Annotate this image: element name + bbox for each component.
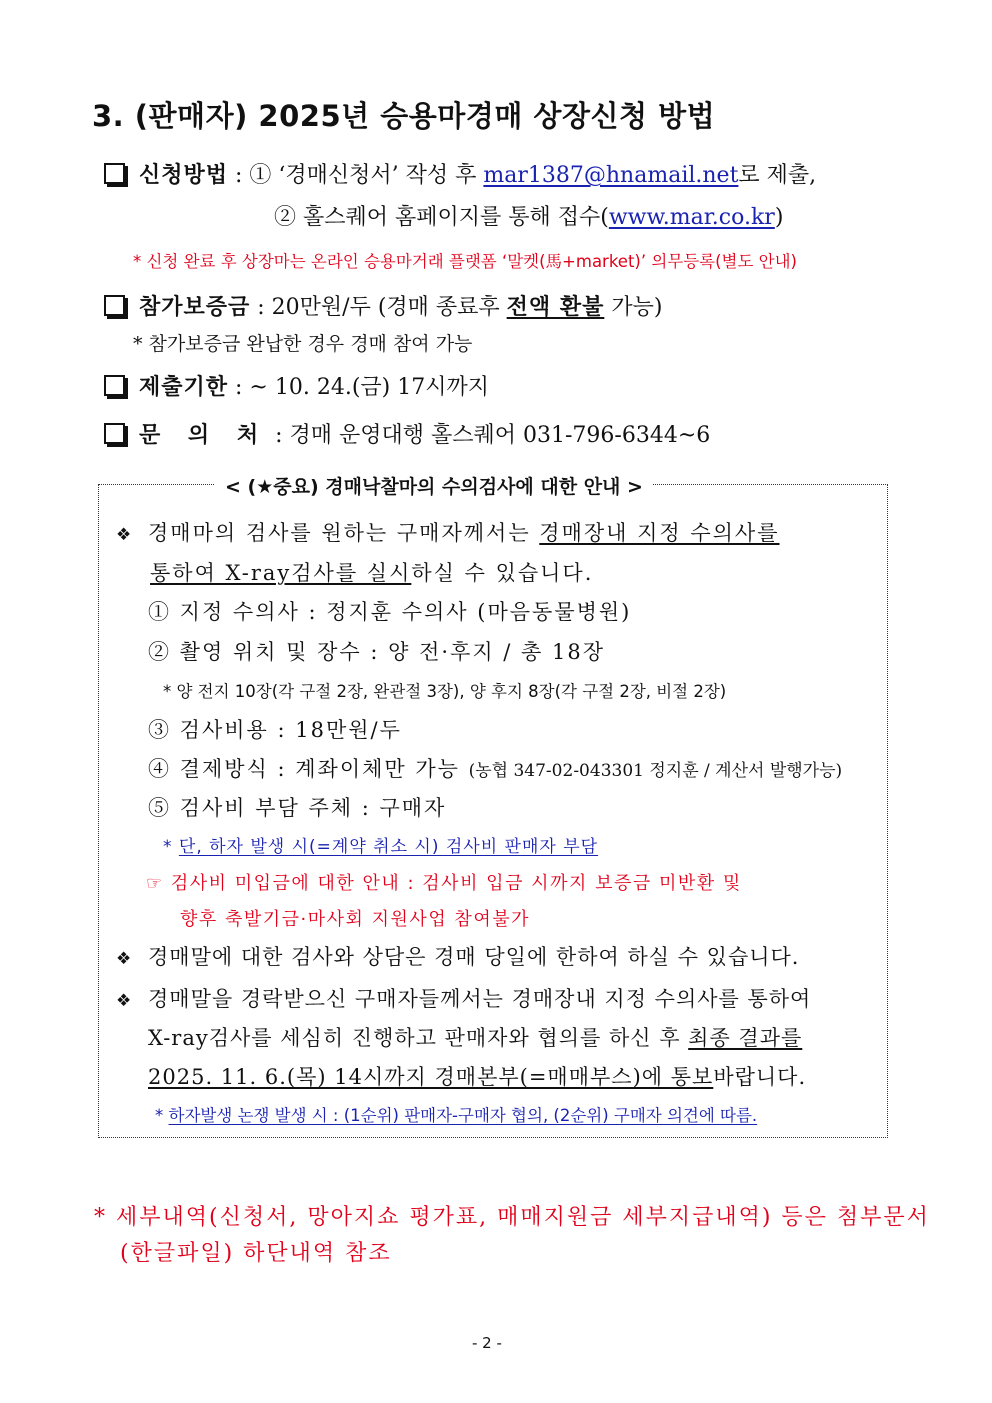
deposit-label: 참가보증금 [139,295,251,320]
apply-line1-post: 로 제출, [738,163,817,188]
deposit-text-emphasis: 전액 환불 [506,295,605,320]
box-bullet-3-underline: 최종 결과를 [688,1026,803,1050]
apply-line1-pre: : ① ‘경매신청서’ 작성 후 [235,163,484,188]
box-bullet-3-underline-2: 2025. 11. 6.(목) 14시까지 경매본부(=매매부스)에 통보 [148,1065,714,1089]
box-bullet-1-line2 [150,557,593,587]
box-item-4-detail: (농협 347-02-043301 정지훈 / 계산서 발행가능) [468,761,843,781]
box-bullet-1-text-2: 하실 수 있습니다. [411,561,594,585]
deadline-row [104,370,489,401]
page-number: - 2 - [472,1334,502,1352]
box-item-4 [148,753,842,783]
box-item-2-note: * 양 전지 10장(각 구절 2장, 완관절 3장), 양 후지 8장(각 구절 2장, 비절 2장) [163,682,727,701]
box-bullet-3-line1 [116,983,811,1013]
box-warning-line2: 향후 축발기금·마사회 지원사업 참여불가 [180,909,530,930]
box-bullet-2-text: 경매말에 대한 검사와 상담은 경매 당일에 한하여 하실 수 있습니다. [148,945,800,969]
checkbox-icon [104,295,125,316]
apply-label: 신청방법 [139,163,229,188]
box-item-5-note-text: 단, 하자 발생 시(=계약 취소 시) 검사비 판매자 부담 [178,837,599,857]
box-bullet-3-text-3: 바랍니다. [713,1065,807,1089]
box-bullet-1-line1 [116,517,780,547]
checkbox-icon [104,423,125,444]
checkbox-icon [104,375,125,396]
diamond-bullet-icon: ❖ [116,525,134,545]
bottom-note-line2: (한글파일) 하단내역 참조 [120,1241,392,1266]
diamond-bullet-icon: ❖ [116,949,133,969]
box-item-1: ① 지정 수의사 : 정지훈 수의사 (마음동물병원) [148,600,632,624]
apply-line2-post: ) [774,205,784,230]
deposit-row [104,290,662,321]
box-warning-line1: ☞ 검사비 미입금에 대한 안내 : 검사비 입금 시까지 보증금 미반환 및 [146,873,742,894]
deadline-label: 제출기한 [139,375,229,400]
box-item-3: ③ 검사비용 : 18만원/두 [148,718,402,742]
page-title: 3. (판매자) 2025년 승용마경매 상장신청 방법 [92,99,716,133]
box-bullet-3-line2 [148,1022,802,1052]
box-bullet-1-underline-2: 통하여 X-ray검사를 실시 [150,561,412,585]
deposit-note: * 참가보증금 완납한 경우 경매 참여 가능 [133,333,473,355]
box-bullet-3-note [155,1102,757,1126]
box-item-5-note-star: * [163,837,179,857]
contact-label: 문 의 처 [139,423,269,448]
checkbox-icon [104,163,125,184]
contact-row [104,418,710,449]
apply-note: * 신청 완료 후 상장마는 온라인 승용마거래 플랫폼 ‘말켓(馬+market)’ 의무등록(별도 안내) [133,252,797,271]
bottom-note-line1: * 세부내역(신청서, 망아지쇼 평가표, 매매지원금 세부지급내역) 등은 첨부문서 [94,1205,930,1230]
email-link[interactable]: mar1387@hnamail.net [483,163,739,188]
contact-text: : 경매 운영대행 홀스퀘어 031-796-6344~6 [275,423,711,448]
box-item-5: ⑤ 검사비 부담 주체 : 구매자 [148,796,447,820]
box-bullet-3-text-2: X-ray검사를 세심히 진행하고 판매자와 협의를 하신 후 [148,1026,689,1050]
deposit-text-pre: : 20만원/두 (경매 종료후 [257,295,507,320]
diamond-bullet-icon: ❖ [116,991,133,1011]
box-bullet-2 [116,941,799,971]
box-bullet-3-note-text: 하자발생 논쟁 발생 시 : (1순위) 판매자-구매자 협의, (2순위) 구매자 의견에 따름. [168,1106,758,1125]
apply-line2 [274,200,783,231]
box-bullet-1-text: 경매마의 검사를 원하는 구매자께서는 [148,521,540,545]
box-item-5-note [163,832,598,857]
box-bullet-1-underline: 경매장내 지정 수의사를 [539,521,780,545]
box-bullet-3-line3 [148,1061,806,1091]
website-link[interactable]: www.mar.co.kr [608,205,775,230]
apply-row [104,158,816,189]
box-item-4-main: ④ 결제방식 : 계좌이체만 가능 [148,757,469,781]
inspection-box-header: < (★중요) 경매낙찰마의 수의검사에 대한 안내 > [215,472,653,499]
apply-line2-pre: ② 홀스퀘어 홈페이지를 통해 접수( [274,205,609,230]
deposit-text-post: 가능) [604,295,663,320]
deadline-text: : ~ 10. 24.(금) 17시까지 [235,375,489,400]
box-bullet-3-text: 경매말을 경락받으신 구매자들께서는 경매장내 지정 수의사를 통하여 [148,987,812,1011]
box-item-2: ② 촬영 위치 및 장수 : 양 전·후지 / 총 18장 [148,640,606,664]
box-bullet-3-note-star: * [155,1106,169,1125]
